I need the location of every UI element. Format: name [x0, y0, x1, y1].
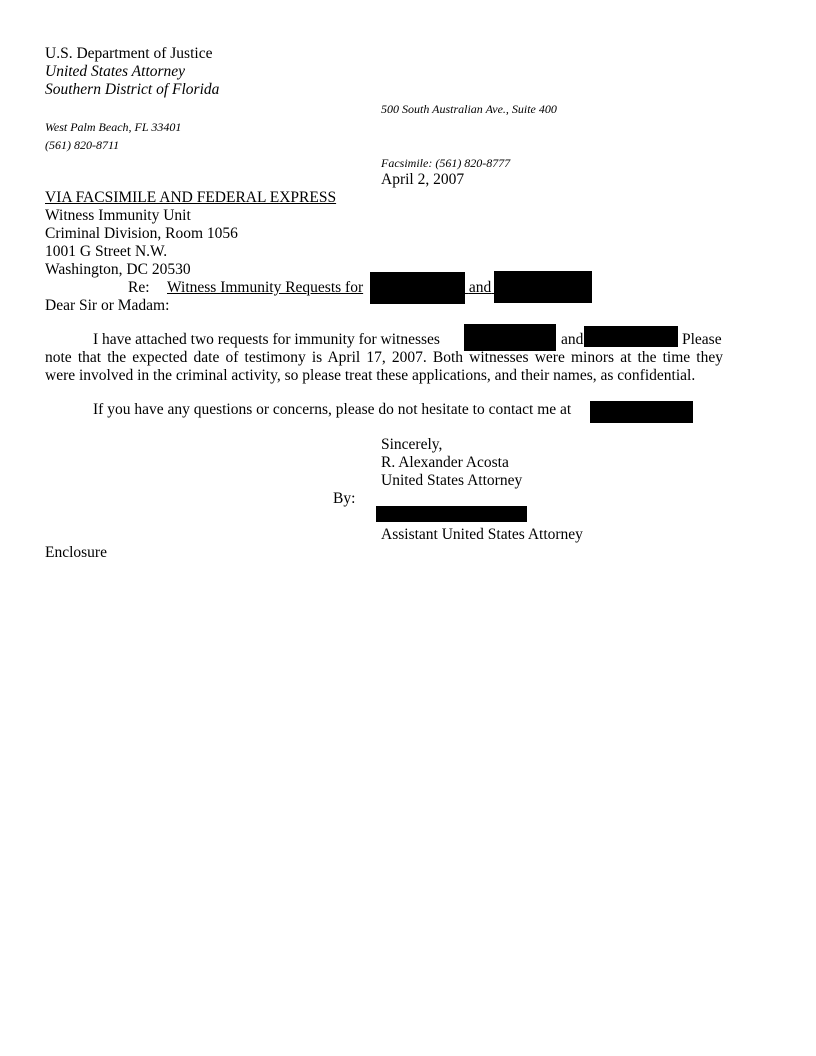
- body-paragraph-2: If you have any questions or concerns, please do not hesitate to contact me at: [93, 401, 572, 418]
- redaction-block-signature: [376, 506, 527, 522]
- re-label: Re:: [128, 279, 150, 296]
- closing-by-label: By:: [333, 490, 356, 507]
- body-p1-line1-and: and: [561, 331, 584, 348]
- redaction-block-contact: [590, 401, 693, 423]
- recipient-line-4: Washington, DC 20530: [45, 261, 191, 278]
- letter-date: April 2, 2007: [381, 171, 465, 188]
- recipient-line-2: Criminal Division, Room 1056: [45, 225, 238, 242]
- closing-title: United States Attorney: [381, 472, 523, 489]
- street-address: 500 South Australian Ave., Suite 400: [381, 102, 557, 116]
- department-name: U.S. Department of Justice: [45, 45, 213, 62]
- body-p1-line3: were involved in the criminal activity, so please treat these applications, and their names, as confidential.: [45, 367, 696, 384]
- redaction-block-witness-2: [584, 326, 678, 347]
- redaction-block-re-name-2: [494, 271, 592, 303]
- district-name: Southern District of Florida: [45, 81, 220, 98]
- re-subject: Witness Immunity Requests for: [167, 279, 364, 296]
- office-name: United States Attorney: [45, 63, 186, 80]
- salutation: Dear Sir or Madam:: [45, 297, 170, 314]
- body-p1-line2: note that the expected date of testimony is April 17, 2007. Both witnesses were minors at the time they: [45, 349, 723, 366]
- redaction-block-re-name-1: [370, 272, 465, 304]
- enclosure-note: Enclosure: [45, 544, 107, 561]
- redaction-block-witness-1: [464, 324, 556, 351]
- facsimile-number: Facsimile: (561) 820-8777: [381, 156, 511, 170]
- phone-number: (561) 820-8711: [45, 138, 120, 152]
- city-state-zip: West Palm Beach, FL 33401: [45, 120, 182, 134]
- closing-sincerely: Sincerely,: [381, 436, 443, 453]
- delivery-method: VIA FACSIMILE AND FEDERAL EXPRESS: [45, 189, 337, 206]
- closing-signer-title: Assistant United States Attorney: [381, 526, 583, 543]
- body-p1-line1-end: Please: [682, 331, 722, 348]
- body-p1-line1-start: I have attached two requests for immunity for witnesses: [93, 331, 440, 348]
- re-conjunction: and: [468, 279, 492, 296]
- body-paragraph-1-continued: [45, 349, 723, 385]
- closing-name: R. Alexander Acosta: [381, 454, 509, 471]
- recipient-line-1: Witness Immunity Unit: [45, 207, 191, 224]
- recipient-line-3: 1001 G Street N.W.: [45, 243, 168, 260]
